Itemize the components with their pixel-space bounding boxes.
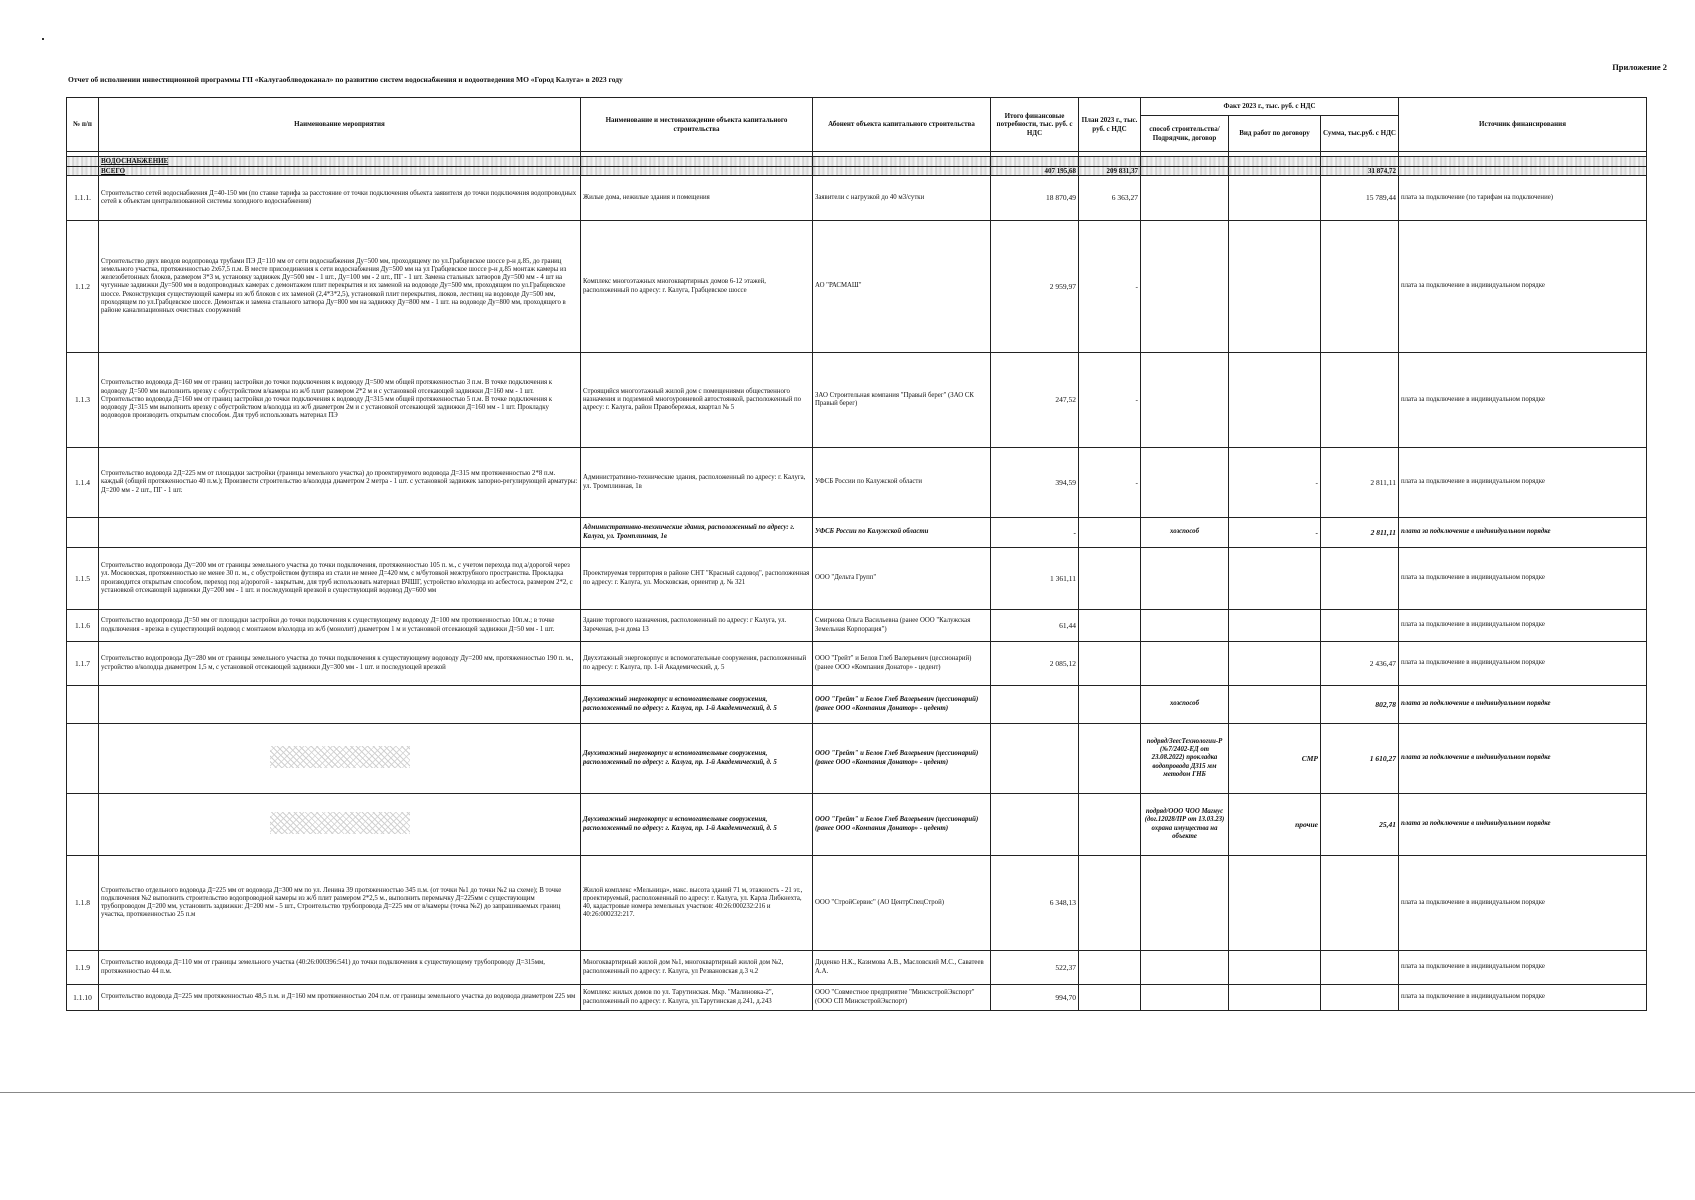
event-description: Строительство водопровода Д=50 мм от площадки застройки до точки подключения к существующему водоводу Д=100 мм протяженностью 10п.м.; в точке подключения - врезка в существующий водовод с монтажом в/колодца из ж/б (монолит) диаметром 1 м и установкой отсекающей задвижки Д=50 мм - 1 шт. <box>99 610 581 642</box>
total-need-value: 522,37 <box>991 951 1079 985</box>
subscriber-name: Заявители с нагрузкой до 40 м3/сутки <box>813 176 991 221</box>
event-description <box>99 686 581 724</box>
total-need-value: 394,59 <box>991 448 1079 518</box>
work-type <box>1229 951 1321 985</box>
fact-sum-value: 802,78 <box>1321 686 1399 724</box>
work-type <box>1229 686 1321 724</box>
total-need-value: 61,44 <box>991 610 1079 642</box>
fact-sum-value: 15 789,44 <box>1321 176 1399 221</box>
total-need-value <box>991 686 1079 724</box>
funding-source: плата за подключение в индивидуальном порядке <box>1399 985 1647 1011</box>
table-row <box>67 610 1647 642</box>
section-row-water <box>67 157 1647 167</box>
table-row <box>67 724 1647 794</box>
fact-sum-value: 2 436,47 <box>1321 642 1399 686</box>
scan-noise <box>270 746 410 768</box>
table-row <box>67 176 1647 221</box>
subscriber-name: Диденко Н.К., Казимова А.В., Масловский М.С., Саватеев А.А. <box>813 951 991 985</box>
fact-sum-value <box>1321 548 1399 610</box>
header-event: Наименование мероприятия <box>99 98 581 152</box>
object-name: Здание торгового назначения, расположенный по адресу: г Калуга, ул. Зареченая, р-н дома 13 <box>581 610 813 642</box>
work-type: СМР <box>1229 724 1321 794</box>
funding-source: плата за подключение (по тарифам на подключение) <box>1399 176 1647 221</box>
row-number: 1.1.1. <box>67 176 99 221</box>
plan-value: - <box>1079 353 1141 448</box>
investment-report-table <box>66 97 1647 1011</box>
construction-method <box>1141 642 1229 686</box>
total-need-value: 6 348,13 <box>991 856 1079 951</box>
object-name: Комплекс многоэтажных многоквартирных домов 6-12 этажей, расположенный по адресу: г. Калуга, Грабцевское шоссе <box>581 221 813 353</box>
total-need-value: 994,70 <box>991 985 1079 1011</box>
header-object: Наименование и местонахождение объекта капитального строительства <box>581 98 813 152</box>
object-name: Двухэтажный энергокорпус и вспомогательные сооружения, расположенный по адресу: г. Калуга, пр. 1-й Академический, д. 5 <box>581 794 813 856</box>
plan-value <box>1079 642 1141 686</box>
construction-method <box>1141 221 1229 353</box>
subscriber-name: УФСБ России по Калужской области <box>813 518 991 548</box>
total-sum: 31 874,72 <box>1321 166 1399 176</box>
fact-sum-value: 1 610,27 <box>1321 724 1399 794</box>
plan-value <box>1079 951 1141 985</box>
plan-value <box>1079 610 1141 642</box>
plan-value <box>1079 985 1141 1011</box>
funding-source: плата за подключение в индивидуальном порядке <box>1399 548 1647 610</box>
scan-noise <box>270 812 410 834</box>
work-type <box>1229 221 1321 353</box>
subscriber-name: ООО "Грейт" и Белов Глеб Валерьевич (цессионарий) (ранее ООО «Компания Донатор» - цедент) <box>813 642 991 686</box>
event-description: Строительство водопровода Ду=280 мм от границы земельного участка до точки подключения к существующему водоводу Ду=200 мм, протяженностью 190 п. м., устройство в/колодца диаметром 1,5 м, с установкой отсекающей задвижки Ду=300 мм - 1 шт. и последующей врезкой <box>99 642 581 686</box>
table-row <box>67 221 1647 353</box>
construction-method <box>1141 548 1229 610</box>
subscriber-name: ООО "СтройСервис" (АО ЦентрСпецСтрой) <box>813 856 991 951</box>
subscriber-name: ООО "Совместное предприятие "МинскстройЭкспорт" (ООО СП МинскстройЭкспорт) <box>813 985 991 1011</box>
funding-source: плата за подключение в индивидуальном порядке <box>1399 794 1647 856</box>
object-name: Многоквартирный жилой дом №1, многоквартирный жилой дом №2, расположенный по адресу: г. Калуга, ул Резвановская д.3 ч.2 <box>581 951 813 985</box>
plan-value <box>1079 856 1141 951</box>
construction-method <box>1141 448 1229 518</box>
construction-method <box>1141 610 1229 642</box>
funding-source: плата за подключение в индивидуальном порядке <box>1399 724 1647 794</box>
construction-method: подряд/ЗеесТехнологии-Р (№7/2402-ЕД от 23.08.2022) прокладка водопровода Д315 мм методом ГНБ <box>1141 724 1229 794</box>
object-name: Двухэтажный энергокорпус и вспомогательные сооружения, расположенный по адресу: г. Калуга, пр. 1-й Академический, д. 5 <box>581 724 813 794</box>
row-number: 1.1.9 <box>67 951 99 985</box>
funding-source: плата за подключение в индивидуальном порядке <box>1399 518 1647 548</box>
construction-method <box>1141 353 1229 448</box>
row-number: 1.1.8 <box>67 856 99 951</box>
subscriber-name: ЗАО Строительная компания "Правый берег" (ЗАО СК Правый берег) <box>813 353 991 448</box>
report-title: Отчет об исполнении инвестиционной программы ГП «Калугаоблводоканал» по развитию систем водоснабжения и водоотведения МО «Город Калуга» в 2023 году <box>68 75 623 84</box>
work-type <box>1229 548 1321 610</box>
row-number: 1.1.4 <box>67 448 99 518</box>
appendix-label: Приложение 2 <box>1612 62 1667 72</box>
total-need: 407 195,68 <box>991 166 1079 176</box>
plan-value: - <box>1079 448 1141 518</box>
object-name: Административно-технические здания, расположенный по адресу: г. Калуга, ул. Тромплинная, 1в <box>581 518 813 548</box>
event-description <box>99 518 581 548</box>
table-row <box>67 951 1647 985</box>
object-name: Проектируемая территория в районе СНТ "Красный садовод", расположенная по адресу: г. Калуга, ул. Московская, ориентир д. № 321 <box>581 548 813 610</box>
funding-source: плата за подключение в индивидуальном порядке <box>1399 951 1647 985</box>
total-need-value <box>991 724 1079 794</box>
row-number: 1.1.5 <box>67 548 99 610</box>
event-description <box>99 794 581 856</box>
work-type <box>1229 642 1321 686</box>
header-sum: Сумма, тыс.руб. с НДС <box>1321 116 1399 152</box>
fact-sum-value: 2 811,11 <box>1321 518 1399 548</box>
work-type: - <box>1229 448 1321 518</box>
header-plan: План 2023 г., тыс. руб. с НДС <box>1079 98 1141 152</box>
construction-method <box>1141 176 1229 221</box>
object-name: Двухэтажный энергокорпус и вспомогательные сооружения, расположенный по адресу: г. Калуга, пр. 1-й Академический, д. 5 <box>581 686 813 724</box>
object-name: Комплекс жилых домов по ул. Тарутинская. Мкр. "Малиновка-2", расположенный по адресу: г. Калуга, ул.Тарутинская д.241, д.243 <box>581 985 813 1011</box>
work-type: - <box>1229 518 1321 548</box>
plan-value <box>1079 548 1141 610</box>
work-type <box>1229 176 1321 221</box>
construction-method: подряд/ООО ЧОО Магнус (дог.12028/ПР от 13.03.23) охрана имущества на объекте <box>1141 794 1229 856</box>
total-plan: 209 831,37 <box>1079 166 1141 176</box>
subscriber-name: ООО "Грейт" и Белов Глеб Валерьевич (цессионарий) (ранее ООО «Компания Донатор» - цедент) <box>813 724 991 794</box>
event-description <box>99 724 581 794</box>
table-row <box>67 548 1647 610</box>
plan-value <box>1079 724 1141 794</box>
fact-sum-value <box>1321 951 1399 985</box>
fact-sum-value <box>1321 610 1399 642</box>
subscriber-name: УФСБ России по Калужской области <box>813 448 991 518</box>
object-name: Административно-технические здания, расположенный по адресу: г. Калуга, ул. Тромплинная, 1в <box>581 448 813 518</box>
construction-method <box>1141 856 1229 951</box>
total-need-value: 1 361,11 <box>991 548 1079 610</box>
work-type <box>1229 610 1321 642</box>
row-number: 1.1.2 <box>67 221 99 353</box>
table-row <box>67 985 1647 1011</box>
construction-method <box>1141 985 1229 1011</box>
plan-value <box>1079 686 1141 724</box>
total-label: ВСЕГО <box>99 166 581 176</box>
total-need-value: 247,52 <box>991 353 1079 448</box>
total-need-value: 2 085,12 <box>991 642 1079 686</box>
table-row <box>67 686 1647 724</box>
section-water-label: ВОДОСНАБЖЕНИЕ <box>99 157 581 167</box>
funding-source: плата за подключение в индивидуальном порядке <box>1399 686 1647 724</box>
object-name: Жилые дома, нежилые здания и помещения <box>581 176 813 221</box>
total-need-value: 18 870,49 <box>991 176 1079 221</box>
header-no: № п/п <box>67 98 99 152</box>
row-number <box>67 794 99 856</box>
event-description: Строительство сетей водоснабжения Д=40-150 мм (по ставке тарифа за расстояние от точки подключения объекта заявителя до точки подключения водопроводных сетей к объектам централизованной системы холодного водоснабжения) <box>99 176 581 221</box>
fact-sum-value <box>1321 353 1399 448</box>
scan-speck <box>42 38 44 40</box>
subscriber-name: ООО "Грейт" и Белов Глеб Валерьевич (цессионарий) (ранее ООО «Компания Донатор» - цедент) <box>813 686 991 724</box>
table-row <box>67 856 1647 951</box>
total-row <box>67 166 1647 176</box>
row-number: 1.1.6 <box>67 610 99 642</box>
row-number: 1.1.10 <box>67 985 99 1011</box>
construction-method: хозспособ <box>1141 518 1229 548</box>
fact-sum-value: 2 811,11 <box>1321 448 1399 518</box>
event-description: Строительство водовода Д=160 мм от границ застройки до точки подключения к водоводу Д=500 мм общей протяженностью 3 п.м. В точке подключения к водоводу Д=500 мм выполнить врезку с обустройством в/камеры из ж/б плит размером 2*2 м и с установкой отсекающей задвижки Д=160 мм - 1 шт. Строительство водовода Д=160 мм от границ застройки до точки подключения к водоводу Д=315 мм общей протяженностью 5 п.м. В точке подключения к водоводу Д=315 мм выполнить врезку с обустройством в/колодца из ж/б диаметром 2м и с установкой отсекающей задвижки Д=160 мм - 1 шт. Прокладку водоводов производить открытым способом. Для труб использовать материал ПЭ <box>99 353 581 448</box>
fact-sum-value: 25,41 <box>1321 794 1399 856</box>
row-number <box>67 686 99 724</box>
row-number: 1.1.7 <box>67 642 99 686</box>
work-type <box>1229 985 1321 1011</box>
subscriber-name: Смирнова Ольга Васильевна (ранее ООО "Калужская Земельная Корпорация") <box>813 610 991 642</box>
plan-value <box>1079 794 1141 856</box>
header-method: способ строительства/ Подрядчик, договор <box>1141 116 1229 152</box>
funding-source: плата за подключение в индивидуальном порядке <box>1399 642 1647 686</box>
event-description: Строительство водопровода Ду=200 мм от границы земельного участка до точки подключения, протяженностью 105 п. м., с учетом перехода под а/дорогой через ул. Московская, протяженностью не менее 30 п. м., с обустройством футляра из стали не менее Д=420 мм, с м/бутовкой межтрубного пространства. Прокладка производится открытым способом, переход под а/дорогой - закрытым, для труб использовать материал ВЧШГ, устройство в/колодца из асбестоса, размером 2*2, с установкой отсекающей задвижки Ду=200 мм - 1 шт. и последующей врезкой в существующий водовод Ду=600 мм <box>99 548 581 610</box>
total-need-value: - <box>991 518 1079 548</box>
event-description: Строительство водовода 2Д=225 мм от площадки застройки (границы земельного участка) до проектируемого водовода Д=315 мм протяженностью 2*8 п.м. каждый (общей протяженностью 40 п.м.); Произвести строительство в/колодца диаметром 2 метра - 1 шт. с установкой задвижек запорно-регулирующей арматуры: Д=200 мм - 2 шт., ПГ - 1 шт. <box>99 448 581 518</box>
object-name: Двухэтажный энергокорпус и вспомогательные сооружения, расположенный по адресу: г. Калуга, пр. 1-й Академический, д. 5 <box>581 642 813 686</box>
total-need-value <box>991 794 1079 856</box>
fact-sum-value <box>1321 985 1399 1011</box>
plan-value: 6 363,27 <box>1079 176 1141 221</box>
header-subscriber: Абонент объекта капитального строительства <box>813 98 991 152</box>
row-number <box>67 518 99 548</box>
total-need-value: 2 959,97 <box>991 221 1079 353</box>
event-description: Строительство двух вводов водопровода трубами ПЭ Д=110 мм от сети водоснабжения Ду=500 мм, проходящему по ул.Грабцевское шоссе р-н д.85, до границ земельного участка, протяженностью 2х67,5 п.м. В месте присоединения к сети водоснабжения Ду=500 мм на ул Грабцевское шоссе р-н д.85 монтаж камеры из железобетонных блоков, размером 3*3 м, установку задвижек Ду=500 мм - 1 шт., Ду=100 мм - 2 шт., ПГ - 1 шт. Замена стальных затворов Ду=500 мм - 4 шт на чугунные задвижки Ду=500 мм в водопроводных камерах с демонтажем плит перекрытия и их заменой на водоводе Ду=500 мм, проходящем по ул.Грабцевское шоссе. Реконструкция существующей камеры из ж/б блоков с их заменой (2,4*3*2,5), установкой плит перекрытия, люков, лестниц на водоводе Ду=500 мм, проходящем по ул.Грабцевское шоссе. Демонтаж и замена стального затвора Ду=800 мм на задвижку Ду=800 мм - 1 шт. на водоводе Ду=800 мм, проходящего в районе канализационных очистных сооружений <box>99 221 581 353</box>
header-fact: Факт 2023 г., тыс. руб. с НДС <box>1141 98 1399 116</box>
funding-source: плата за подключение в индивидуальном порядке <box>1399 353 1647 448</box>
plan-value: - <box>1079 221 1141 353</box>
scan-line <box>0 1092 1695 1093</box>
table-row <box>67 642 1647 686</box>
fact-sum-value <box>1321 856 1399 951</box>
event-description: Строительство водовода Д=225 мм протяженностью 48,5 п.м. и Д=160 мм протяженностью 204 п.м. от границы земельного участка до водовода диаметром 225 мм <box>99 985 581 1011</box>
funding-source: плата за подключение в индивидуальном порядке <box>1399 610 1647 642</box>
funding-source: плата за подключение в индивидуальном порядке <box>1399 221 1647 353</box>
subscriber-name: ООО "Дельта Групп" <box>813 548 991 610</box>
subscriber-name: АО "РАСМАШ" <box>813 221 991 353</box>
header-total: Итого финансовые потребности, тыс. руб. с НДС <box>991 98 1079 152</box>
fact-sum-value <box>1321 221 1399 353</box>
subscriber-name: ООО "Грейт" и Белов Глеб Валерьевич (цессионарий) (ранее ООО «Компания Донатор» - цедент) <box>813 794 991 856</box>
plan-value <box>1079 518 1141 548</box>
event-description: Строительство водовода Д=110 мм от границы земельного участка (40:26:000396:541) до точки подключения к существующему трубопроводу Д=315мм, протяженностью 44 п.м. <box>99 951 581 985</box>
funding-source: плата за подключение в индивидуальном порядке <box>1399 448 1647 518</box>
table-row <box>67 518 1647 548</box>
row-number: 1.1.3 <box>67 353 99 448</box>
row-number <box>67 724 99 794</box>
work-type <box>1229 353 1321 448</box>
table-row <box>67 794 1647 856</box>
header-source: Источник финансирования <box>1399 98 1647 152</box>
construction-method <box>1141 951 1229 985</box>
construction-method: хозспособ <box>1141 686 1229 724</box>
table-row <box>67 353 1647 448</box>
work-type: прочие <box>1229 794 1321 856</box>
object-name: Жилой комплекс «Мельница», макс. высота зданий 71 м, этажность - 21 эт., проектируемый, расположенный по адресу: г. Калуга, ул. Карла Либкнехта, 40, кадастровые номера земельных участков: 40:26:000232:216 и 40:26:000232:217. <box>581 856 813 951</box>
funding-source: плата за подключение в индивидуальном порядке <box>1399 856 1647 951</box>
table-row <box>67 448 1647 518</box>
event-description: Строительство отдельного водовода Д=225 мм от водовода Д=300 мм по ул. Ленина 39 протяженностью 345 п.м. (от точки №1 до точки №2 на схеме); В точке подключения №2 выполнить строительство водопроводной камеры из ж/б плит размером 2*2,5 м., выполнить перемычку Д=225мм с существующим трубопроводом Д=200 мм, установить задвижки: Д=200 мм - 5 шт., Строительство трубопровода Д=225 мм от в/камеры (точка №2) до запрашиваемых границ участка, протяженностью 25 п.м <box>99 856 581 951</box>
header-worktype: Вид работ по договору <box>1229 116 1321 152</box>
object-name: Строящийся многоэтажный жилой дом с помещениями общественного назначения и подземной многоуровневой автостоянкой, расположенный по адресу: г. Калуга, район Правобережья, квартал № 5 <box>581 353 813 448</box>
work-type <box>1229 856 1321 951</box>
